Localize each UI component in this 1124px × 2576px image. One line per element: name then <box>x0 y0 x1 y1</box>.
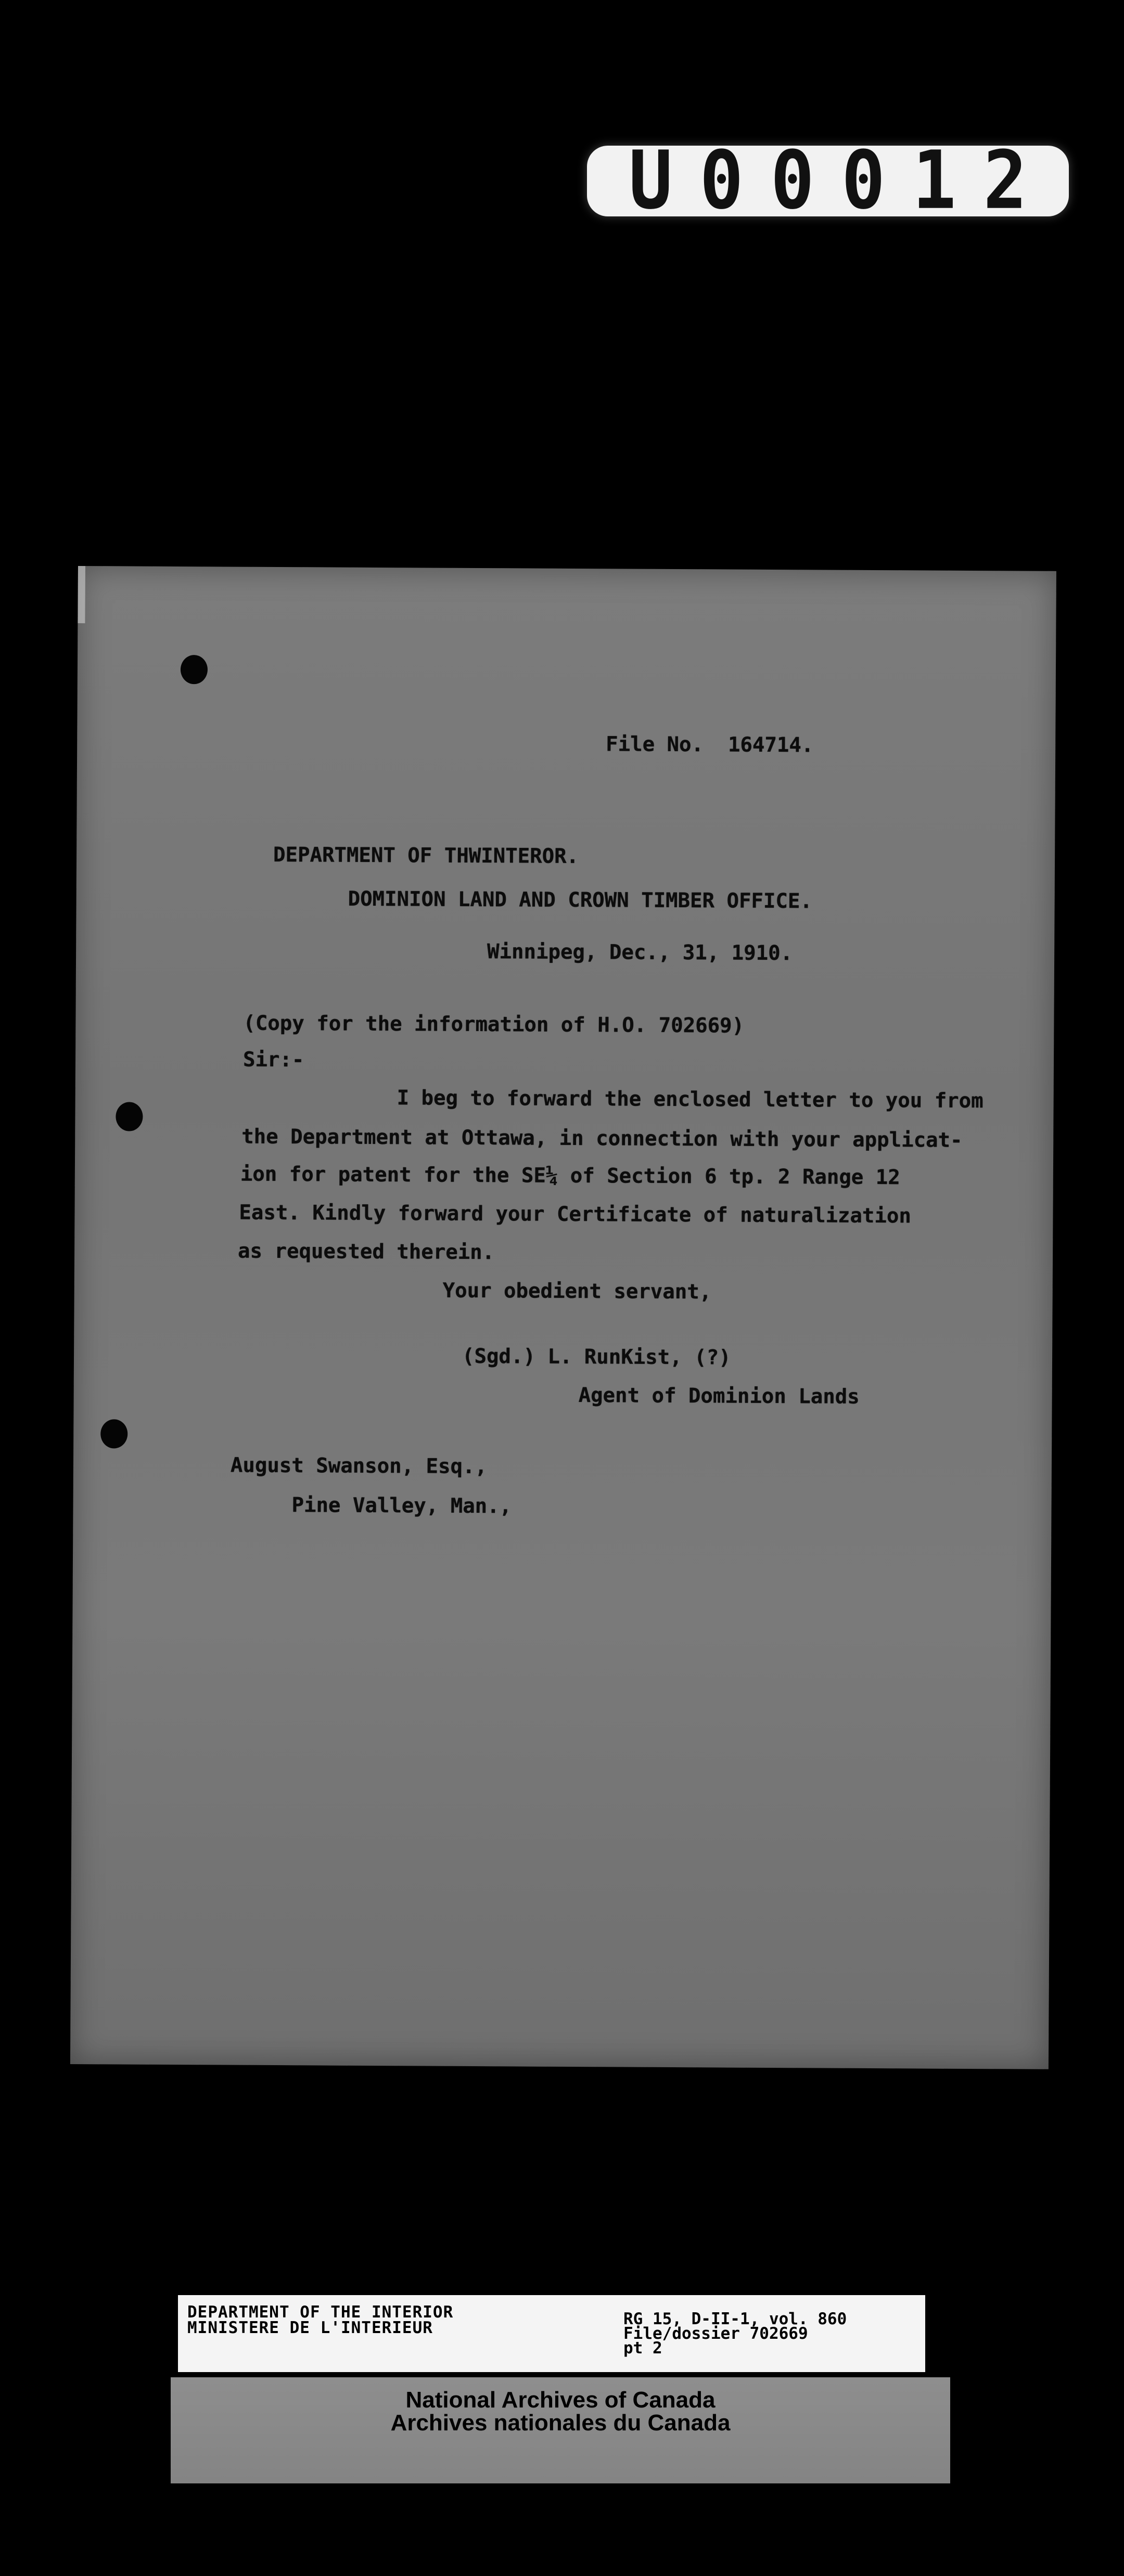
body-line: East. Kindly forward your Certificate of naturalization <box>239 1201 912 1228</box>
frame-number-label <box>587 134 1069 228</box>
archives-banner <box>171 2377 950 2483</box>
archive-department <box>187 2304 453 2336</box>
punch-hole <box>100 1419 127 1448</box>
copy-note: (Copy for the information of H.O. 702669) <box>243 1011 745 1038</box>
letter-sheet <box>70 566 1056 2069</box>
frame-number: U00012 <box>629 134 1054 228</box>
body-line: as requested therein. <box>237 1239 495 1265</box>
punch-hole <box>116 1102 143 1131</box>
file-dossier: File/dossier 702669 <box>623 2324 808 2343</box>
body-line: the Department at Ottawa, in connection with your applicat- <box>241 1125 963 1152</box>
file-number: File No. 164714. <box>606 732 814 757</box>
body-line: ion for patent for the SE¼ of Section 6 tp. 2 Range 12 <box>240 1162 900 1190</box>
signature-title: Agent of Dominion Lands <box>578 1384 860 1409</box>
place-date: Winnipeg, Dec., 31, 1910. <box>487 940 793 965</box>
record-group: RG 15, D-II-1, vol. 860 <box>623 2310 847 2328</box>
department-french: MINISTERE DE L'INTERIEUR <box>187 2319 433 2337</box>
archive-reference <box>623 2310 847 2358</box>
salutation: Sir:- <box>242 1048 304 1072</box>
department-english: DEPARTMENT OF THE INTERIOR <box>187 2303 454 2322</box>
archive-reference-card <box>178 2295 925 2372</box>
addressee-name: August Swanson, Esq., <box>230 1453 488 1479</box>
signature: (Sgd.) L. RunKist, (?) <box>462 1344 731 1370</box>
punch-hole <box>181 655 208 684</box>
sheet-edge <box>78 566 85 623</box>
department-heading: DEPARTMENT OF THWINTEROR. <box>273 843 579 869</box>
addressee-place: Pine Valley, Man., <box>291 1493 512 1518</box>
closing: Your obedient servant, <box>442 1279 712 1304</box>
body-line: I beg to forward the enclosed letter to you from <box>397 1086 984 1113</box>
part-number: pt 2 <box>623 2339 662 2358</box>
office-heading: DOMINION LAND AND CROWN TIMBER OFFICE. <box>348 887 813 913</box>
archives-name-french: Archives nationales du Canada <box>390 2410 731 2436</box>
archives-name-english: National Archives of Canada <box>405 2387 716 2413</box>
